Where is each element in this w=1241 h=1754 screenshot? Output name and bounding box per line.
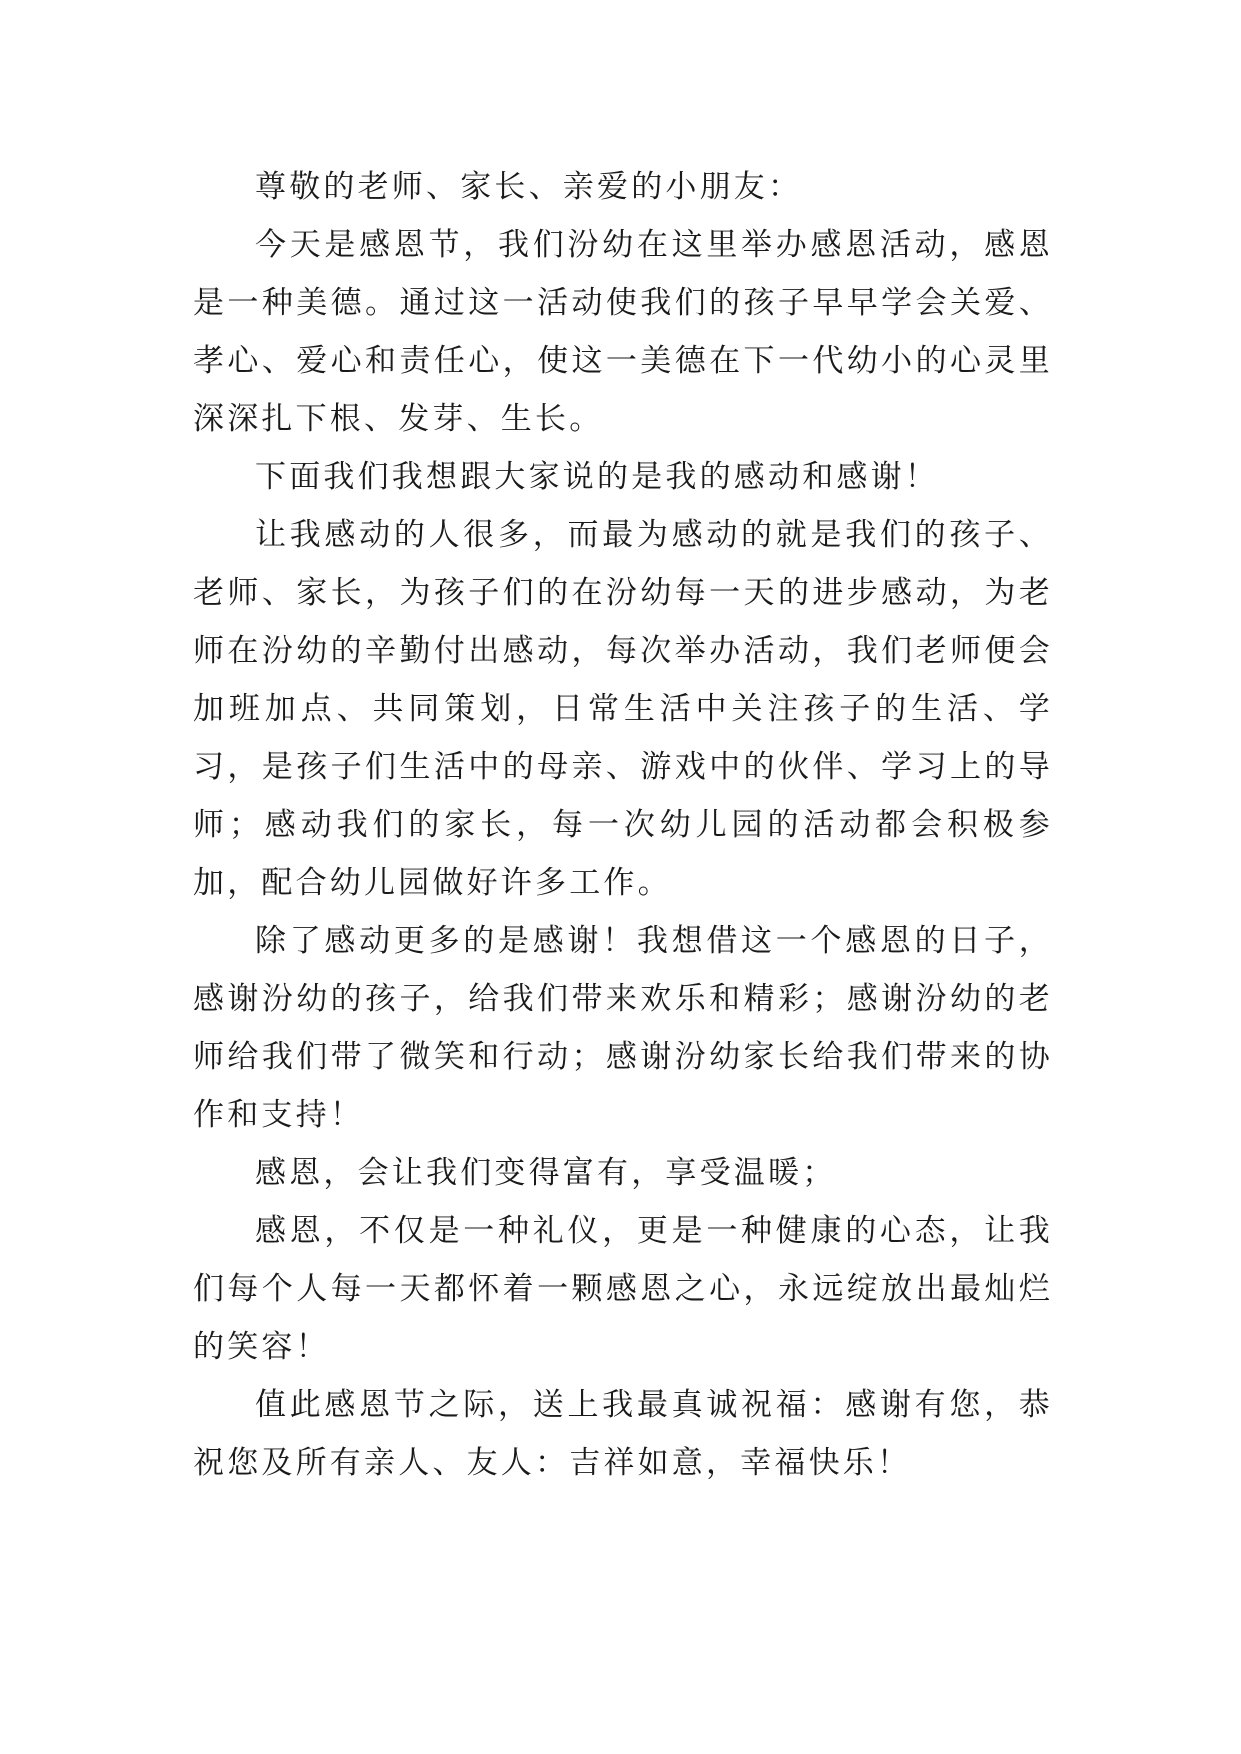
paragraph-intro: 今天是感恩节，我们汾幼在这里举办感恩活动，感恩是一种美德。通过这一活动使我们的孩子早早学会关爱、孝心、爱心和责任心，使这一美德在下一代幼小的心灵里深深扎下根、发芽、生长。 [193,227,1053,437]
paragraph-moved: 让我感动的人很多，而最为感动的就是我们的孩子、老师、家长，为孩子们的在汾幼每一天的进步感动，为老师在汾幼的辛勤付出感动，每次举办活动，我们老师便会加班加点、共同策划，日常生活中关注孩子的生活、学习，是孩子们生活中的母亲、游戏中的伙伴、学习上的导师；感动我们的家长，每一次幼儿园的活动都会积极参加，配合幼儿园做好许多工作。 [193,517,1053,901]
document-body [193,158,1053,1492]
paragraph-thanks: 除了感动更多的是感谢！我想借这一个感恩的日子，感谢汾幼的孩子，给我们带来欢乐和精彩；感谢汾幼的老师给我们带了微笑和行动；感谢汾幼家长给我们带来的协作和支持！ [193,923,1053,1133]
paragraph-transition: 下面我们我想跟大家说的是我的感动和感谢！ [255,459,939,495]
paragraph-closing: 值此感恩节之际，送上我最真诚祝福：感谢有您，恭祝您及所有亲人、友人：吉祥如意，幸福快乐！ [193,1387,1053,1481]
paragraph-gratitude-2: 感恩，不仅是一种礼仪，更是一种健康的心态，让我们每个人每一天都怀着一颗感恩之心，永远绽放出最灿烂的笑容！ [193,1213,1053,1365]
salutation: 尊敬的老师、家长、亲爱的小朋友： [255,169,803,205]
paragraph-gratitude-1: 感恩，会让我们变得富有，享受温暖； [255,1155,837,1191]
